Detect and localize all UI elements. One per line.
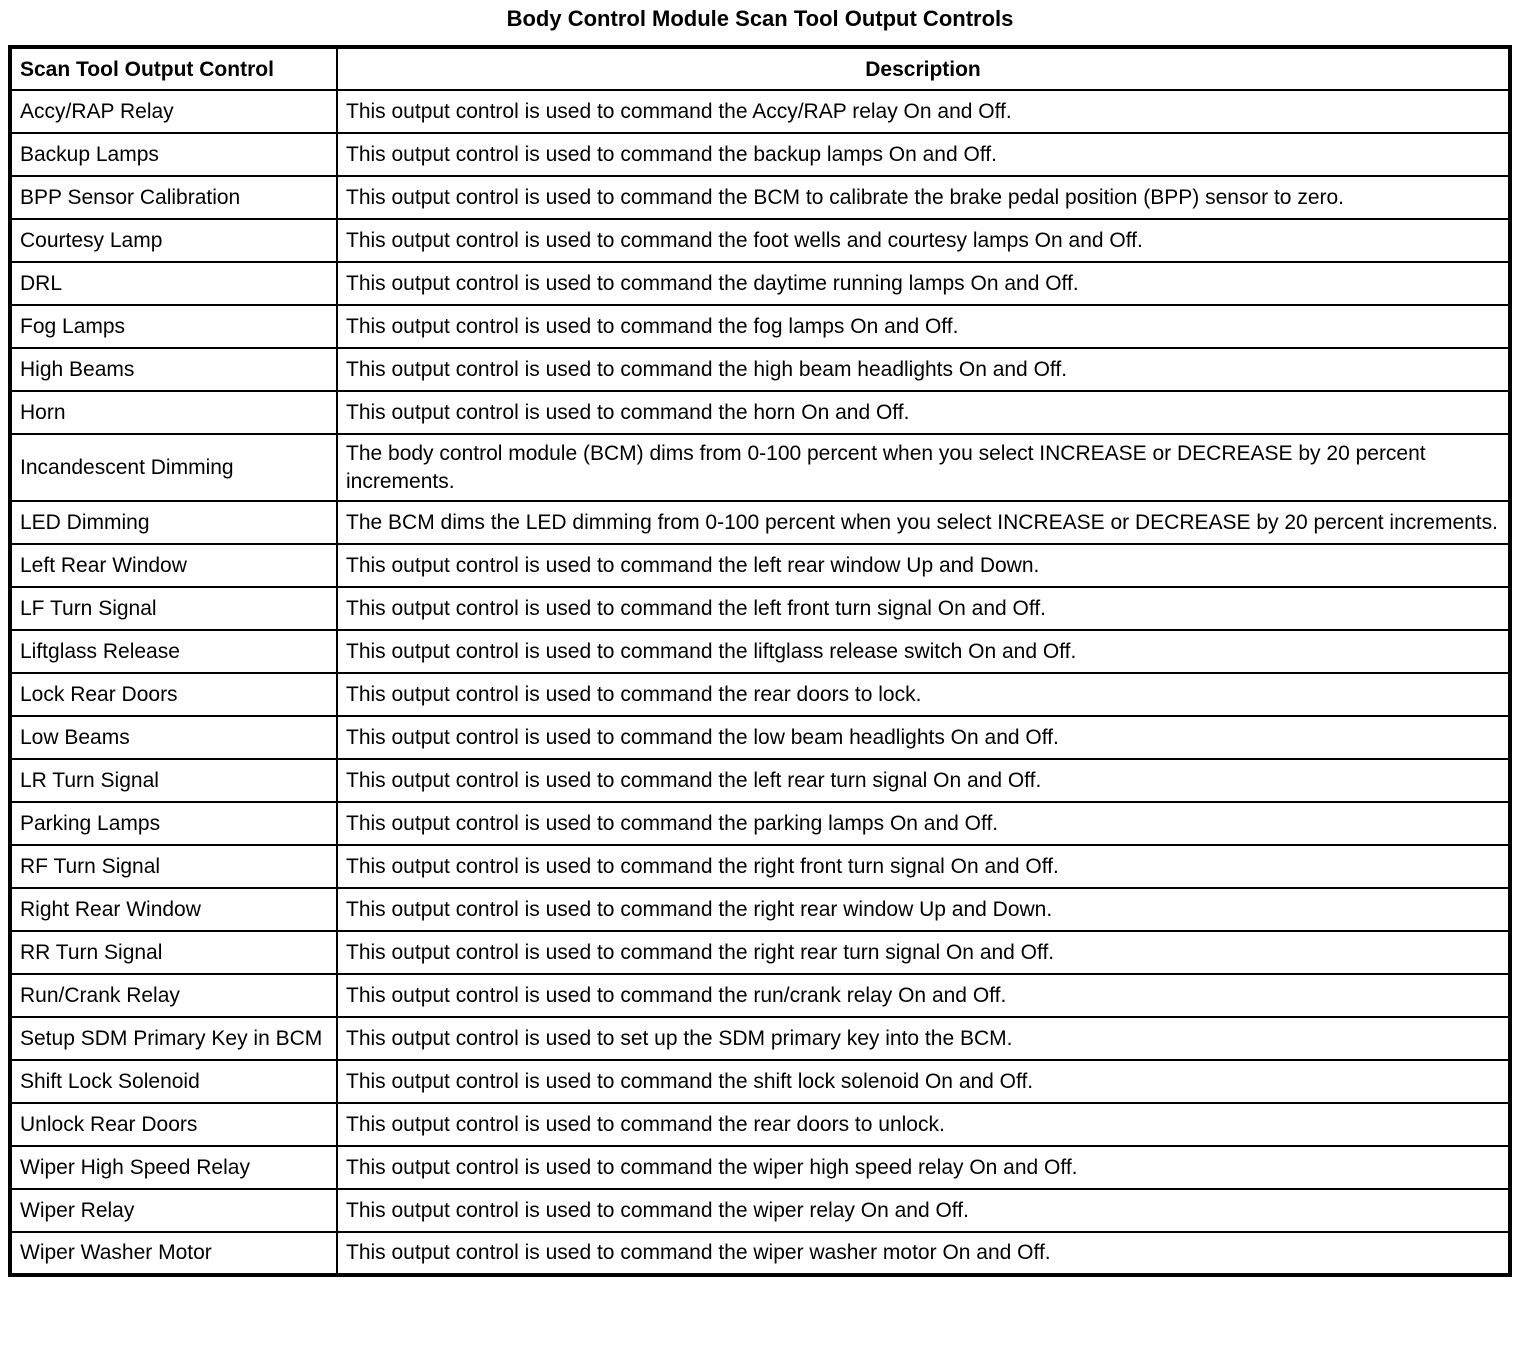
- table-row: [10, 1017, 1510, 1060]
- control-cell: Courtesy Lamp: [10, 219, 337, 262]
- table-row: [10, 501, 1510, 544]
- description-cell: This output control is used to command the daytime running lamps On and Off.: [337, 262, 1510, 305]
- control-cell: Unlock Rear Doors: [10, 1103, 337, 1146]
- table-row: [10, 262, 1510, 305]
- table-row: [10, 219, 1510, 262]
- description-cell: This output control is used to command the horn On and Off.: [337, 391, 1510, 434]
- table-row: [10, 434, 1510, 501]
- description-cell: This output control is used to command the wiper high speed relay On and Off.: [337, 1146, 1510, 1189]
- description-cell: This output control is used to command the wiper washer motor On and Off.: [337, 1232, 1510, 1275]
- description-cell: This output control is used to command the parking lamps On and Off.: [337, 802, 1510, 845]
- header-cell-control: Scan Tool Output Control: [10, 47, 337, 90]
- control-cell: RF Turn Signal: [10, 845, 337, 888]
- description-cell: This output control is used to command the right rear window Up and Down.: [337, 888, 1510, 931]
- control-cell: Horn: [10, 391, 337, 434]
- control-cell: RR Turn Signal: [10, 931, 337, 974]
- control-cell: Run/Crank Relay: [10, 974, 337, 1017]
- table-row: [10, 673, 1510, 716]
- description-cell: This output control is used to command the rear doors to lock.: [337, 673, 1510, 716]
- control-cell: LF Turn Signal: [10, 587, 337, 630]
- control-cell: Wiper Washer Motor: [10, 1232, 337, 1275]
- table-row: [10, 1232, 1510, 1275]
- description-cell: This output control is used to command the backup lamps On and Off.: [337, 133, 1510, 176]
- description-cell: This output control is used to command the shift lock solenoid On and Off.: [337, 1060, 1510, 1103]
- description-cell: This output control is used to command the rear doors to unlock.: [337, 1103, 1510, 1146]
- table-row: [10, 974, 1510, 1017]
- table-row: [10, 305, 1510, 348]
- description-cell: This output control is used to command the BCM to calibrate the brake pedal position (BPP) sensor to zero.: [337, 176, 1510, 219]
- table-row: [10, 1103, 1510, 1146]
- description-cell: This output control is used to command the left rear window Up and Down.: [337, 544, 1510, 587]
- description-cell: This output control is used to set up the SDM primary key into the BCM.: [337, 1017, 1510, 1060]
- description-cell: This output control is used to command the fog lamps On and Off.: [337, 305, 1510, 348]
- description-cell: This output control is used to command the run/crank relay On and Off.: [337, 974, 1510, 1017]
- table-row: [10, 1189, 1510, 1232]
- description-cell: This output control is used to command the high beam headlights On and Off.: [337, 348, 1510, 391]
- header-row: [10, 47, 1510, 90]
- control-cell: Left Rear Window: [10, 544, 337, 587]
- header-cell-description: Description: [337, 47, 1510, 90]
- control-cell: DRL: [10, 262, 337, 305]
- table-row: [10, 630, 1510, 673]
- description-cell: This output control is used to command the liftglass release switch On and Off.: [337, 630, 1510, 673]
- control-cell: Right Rear Window: [10, 888, 337, 931]
- control-cell: Fog Lamps: [10, 305, 337, 348]
- control-cell: LED Dimming: [10, 501, 337, 544]
- description-cell: This output control is used to command the right front turn signal On and Off.: [337, 845, 1510, 888]
- table-row: [10, 176, 1510, 219]
- page-title: Body Control Module Scan Tool Output Controls: [506, 6, 1014, 31]
- control-cell: Accy/RAP Relay: [10, 90, 337, 133]
- description-cell: This output control is used to command the right rear turn signal On and Off.: [337, 931, 1510, 974]
- description-cell: This output control is used to command the low beam headlights On and Off.: [337, 716, 1510, 759]
- scan-tool-output-controls-table: [8, 45, 1512, 1277]
- table-row: [10, 90, 1510, 133]
- control-cell: Parking Lamps: [10, 802, 337, 845]
- description-cell: This output control is used to command the foot wells and courtesy lamps On and Off.: [337, 219, 1510, 262]
- table-row: [10, 802, 1510, 845]
- table-row: [10, 348, 1510, 391]
- description-cell: This output control is used to command the left rear turn signal On and Off.: [337, 759, 1510, 802]
- control-cell: Low Beams: [10, 716, 337, 759]
- table-row: [10, 544, 1510, 587]
- control-cell: LR Turn Signal: [10, 759, 337, 802]
- control-cell: Wiper Relay: [10, 1189, 337, 1232]
- control-cell: Wiper High Speed Relay: [10, 1146, 337, 1189]
- table-row: [10, 716, 1510, 759]
- description-cell: The body control module (BCM) dims from 0-100 percent when you select INCREASE or DECREASE by 20 percent increments.: [337, 434, 1510, 501]
- table-row: [10, 931, 1510, 974]
- description-cell: This output control is used to command the wiper relay On and Off.: [337, 1189, 1510, 1232]
- table-row: [10, 845, 1510, 888]
- control-cell: BPP Sensor Calibration: [10, 176, 337, 219]
- control-cell: Backup Lamps: [10, 133, 337, 176]
- table-row: [10, 587, 1510, 630]
- description-cell: This output control is used to command the Accy/RAP relay On and Off.: [337, 90, 1510, 133]
- table-body: [10, 90, 1510, 1275]
- control-cell: Shift Lock Solenoid: [10, 1060, 337, 1103]
- table-row: [10, 133, 1510, 176]
- control-cell: Setup SDM Primary Key in BCM: [10, 1017, 337, 1060]
- table-row: [10, 391, 1510, 434]
- description-cell: The BCM dims the LED dimming from 0-100 percent when you select INCREASE or DECREASE by 20 percent increments.: [337, 501, 1510, 544]
- table-row: [10, 1146, 1510, 1189]
- description-cell: This output control is used to command the left front turn signal On and Off.: [337, 587, 1510, 630]
- table-header: [10, 47, 1510, 90]
- control-cell: Liftglass Release: [10, 630, 337, 673]
- table-row: [10, 888, 1510, 931]
- control-cell: Lock Rear Doors: [10, 673, 337, 716]
- table-row: [10, 759, 1510, 802]
- control-cell: High Beams: [10, 348, 337, 391]
- control-cell: Incandescent Dimming: [10, 434, 337, 501]
- table-row: [10, 1060, 1510, 1103]
